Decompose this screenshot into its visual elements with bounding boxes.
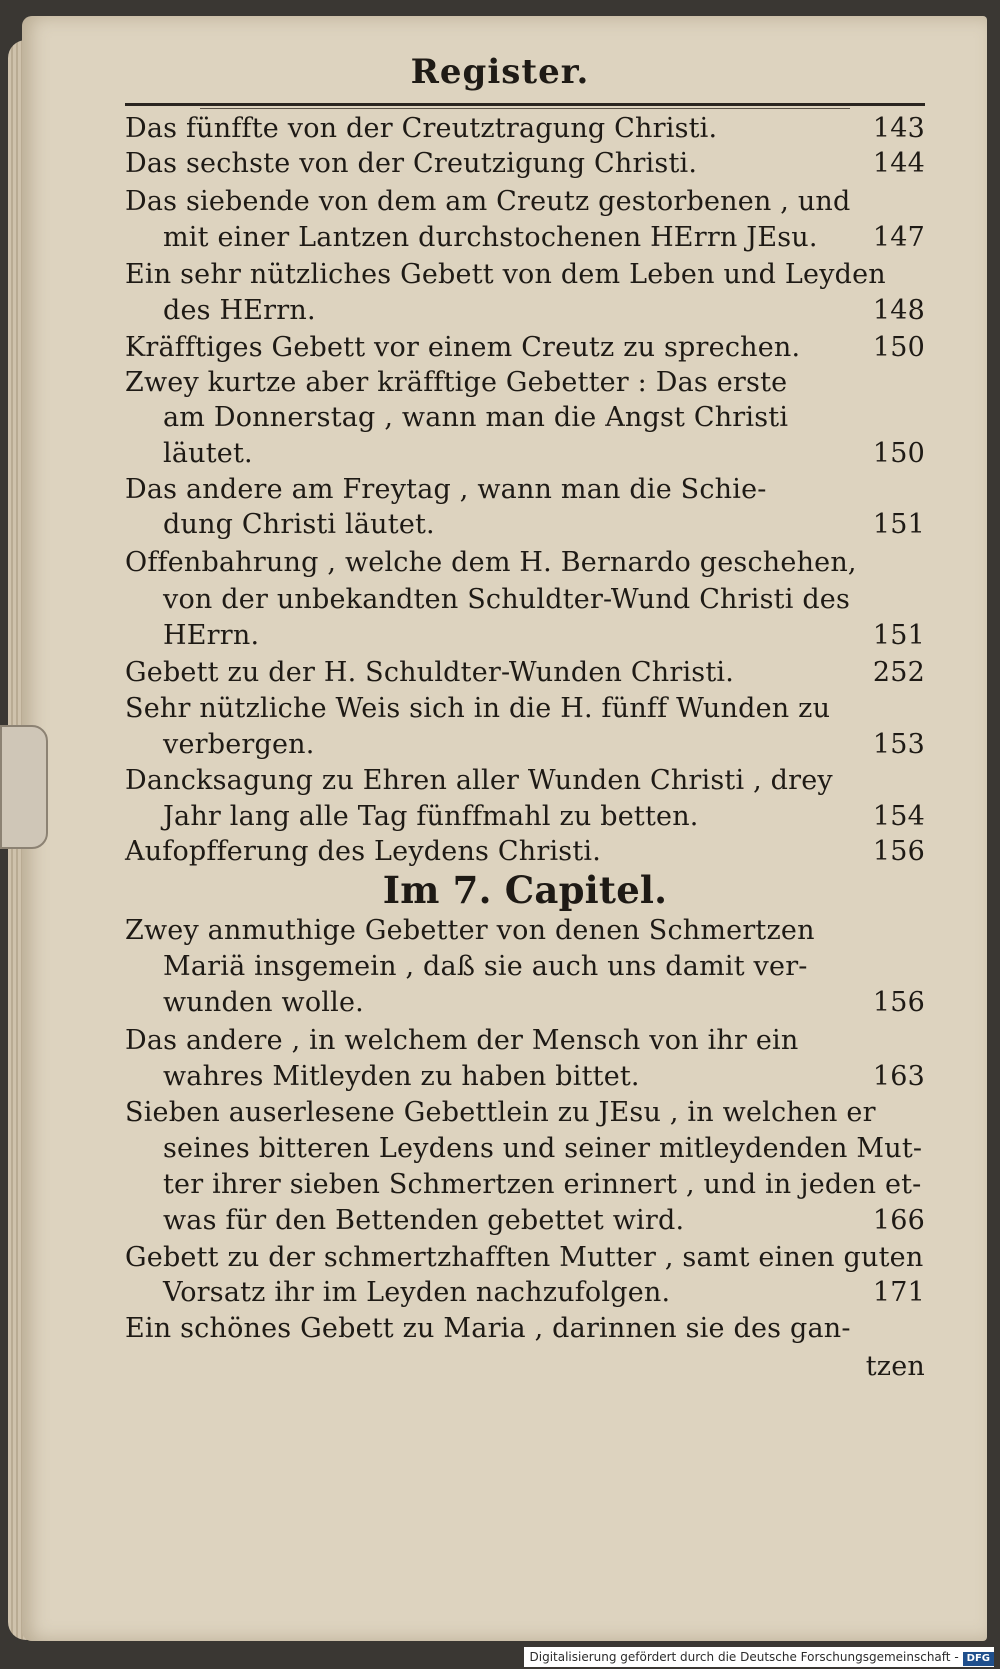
book-clasp [0,725,48,849]
register-entry: Offenbahrung , welche dem H. Bernardo geschehen, [125,547,857,578]
catchword: tzen [865,1351,925,1382]
register-entry: Ein schönes Gebett zu Maria , darinnen sie des gan- [125,1313,851,1344]
register-entry: Gebett zu der schmertzhafften Mutter , samt einen guten [125,1242,924,1273]
register-entry: des HErrn. 148 [163,295,925,326]
register-entry: Aufopfferung des Leydens Christi. 156 [125,836,925,867]
register-entry: Mariä insgemein , daß sie auch uns damit ver- [163,951,808,982]
register-entry: Das andere , in welchem der Mensch von ihr ein [125,1025,799,1056]
register-entry: von der unbekandten Schuldter-Wund Christi des [163,584,851,615]
register-entry: Das sechste von der Creutzigung Christi. 144 [125,148,925,179]
footer-text: Digitalisierung gefördert durch die Deutsche Forschungsgemeinschaft - [529,1650,959,1664]
register-entry: was für den Bettenden gebettet wird. 166 [163,1205,925,1236]
register-entry: Das siebende von dem am Creutz gestorbenen , und [125,186,851,217]
register-entry: Zwey anmuthige Gebetter von denen Schmertzen [125,915,815,946]
register-entry: Gebett zu der H. Schuldter-Wunden Christi. 252 [125,657,925,688]
dfg-logo: DFG [963,1652,994,1666]
register-entry: Kräfftiges Gebett vor einem Creutz zu sprechen. 150 [125,332,925,363]
chapter-heading: Im 7. Capitel. [382,868,668,912]
register-entry: ter ihrer sieben Schmertzen erinnert , und in jeden et- [163,1169,922,1200]
register-entry: wahres Mitleyden zu haben bittet. 163 [163,1061,925,1092]
register-entry: dung Christi läutet. 151 [163,509,925,540]
register-entry: seines bitteren Leydens und seiner mitleydenden Mut- [163,1133,923,1164]
register-entry: mit einer Lantzen durchstochenen HErrn JEsu. 147 [163,222,925,253]
register-entry: Das andere am Freytag , wann man die Schie- [125,474,767,505]
register-entry: HErrn. 151 [163,620,925,651]
register-entry: Vorsatz ihr im Leyden nachzufolgen. 171 [163,1277,925,1308]
header-rule-thin [200,108,850,109]
register-entry: Jahr lang alle Tag fünffmahl zu betten. 154 [163,801,925,832]
digitization-footer [524,1647,995,1667]
register-entry: verbergen. 153 [163,729,925,760]
register-entry: Dancksagung zu Ehren aller Wunden Christi , drey [125,765,833,796]
register-entry: Ein sehr nützliches Gebett von dem Leben und Leyden [125,259,886,290]
register-entry: am Donnerstag , wann man die Angst Christi [163,402,789,433]
register-entry: Zwey kurtze aber kräfftige Gebetter : Das erste [125,367,788,398]
page-header: Register. [410,52,590,92]
header-rule [125,103,925,106]
register-entry: wunden wolle. 156 [163,987,925,1018]
register-entry: läutet. 150 [163,438,925,469]
register-entry: Sehr nützliche Weis sich in die H. fünff Wunden zu [125,693,831,724]
register-entry: Sieben auserlesene Gebettlein zu JEsu , in welchen er [125,1097,876,1128]
register-entry: Das fünffte von der Creutztragung Christi. 143 [125,113,925,144]
